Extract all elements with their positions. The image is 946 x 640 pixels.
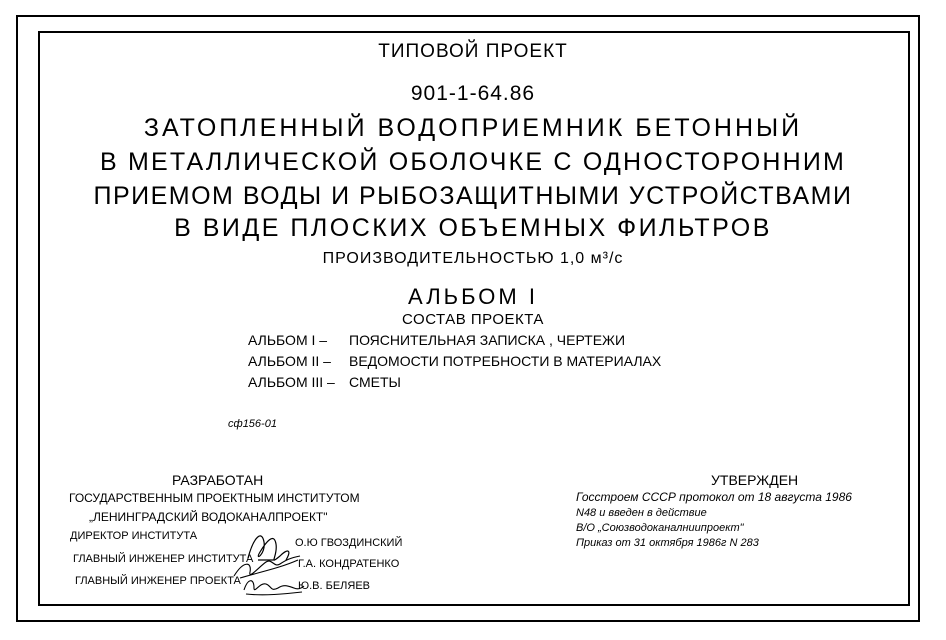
approved-line-3: В/О „Союзводоканалниипроект" <box>576 522 744 534</box>
album-item-1-desc: ПОЯСНИТЕЛЬНАЯ ЗАПИСКА , ЧЕРТЕЖИ <box>349 332 626 348</box>
title-line-3: ПРИЕМОМ ВОДЫ И РЫБОЗАЩИТНЫМИ УСТРОЙСТВАМИ <box>93 182 853 210</box>
composition-heading: СОСТАВ ПРОЕКТА <box>402 311 544 328</box>
approved-heading: УТВЕРЖДЕН <box>711 472 799 488</box>
approved-line-2: N48 и введен в действие <box>576 507 707 519</box>
developed-org-line-1: ГОСУДАРСТВЕННЫМ ПРОЕКТНЫМ ИНСТИТУТОМ <box>69 491 360 505</box>
staff-1-role: ДИРЕКТОР ИНСТИТУТА <box>70 530 198 542</box>
title-line-4: В ВИДЕ ПЛОСКИХ ОБЪЕМНЫХ ФИЛЬТРОВ <box>174 214 772 242</box>
project-number: 901-1-64.86 <box>410 82 536 105</box>
developed-org-line-2: „ЛЕНИНГРАДСКИЙ ВОДОКАНАЛПРОЕКТ" <box>89 510 328 524</box>
developed-heading: РАЗРАБОТАН <box>172 472 264 488</box>
album-item-2-label: АЛЬБОМ II – <box>248 353 331 369</box>
title-line-1: ЗАТОПЛЕННЫЙ ВОДОПРИЕМНИК БЕТОННЫЙ <box>143 114 803 142</box>
capacity-line: ПРОИЗВОДИТЕЛЬНОСТЬЮ 1,0 м³/с <box>322 250 624 267</box>
album-heading: АЛЬБОМ I <box>408 284 538 309</box>
album-item-3-label: АЛЬБОМ III – <box>248 374 335 390</box>
staff-2-name: Г.А. КОНДРАТЕНКО <box>298 558 400 570</box>
album-item-1-label: АЛЬБОМ I – <box>248 332 328 348</box>
approved-line-1: Госстроем СССР протокол от 18 августа 1986 <box>576 490 852 504</box>
chief-engineer-project-signature <box>240 574 305 598</box>
staff-1-name: О.Ю ГВОЗДИНСКИЙ <box>295 537 403 549</box>
approved-line-4: Приказ от 31 октября 1986г N 283 <box>576 537 759 549</box>
title-line-2: В МЕТАЛЛИЧЕСКОЙ ОБОЛОЧКЕ С ОДНОСТОРОННИМ <box>99 148 847 176</box>
album-item-2-desc: ВЕДОМОСТИ ПОТРЕБНОСТИ В МАТЕРИАЛАХ <box>349 353 662 369</box>
staff-3-role: ГЛАВНЫЙ ИНЖЕНЕР ПРОЕКТА <box>75 575 241 587</box>
project-type: ТИПОВОЙ ПРОЕКТ <box>378 41 568 62</box>
document-code: сф156-01 <box>228 418 277 430</box>
staff-3-name: Ю.В. БЕЛЯЕВ <box>298 580 371 592</box>
album-item-3-desc: СМЕТЫ <box>349 374 401 390</box>
staff-2-role: ГЛАВНЫЙ ИНЖЕНЕР ИНСТИТУТА <box>73 553 254 565</box>
